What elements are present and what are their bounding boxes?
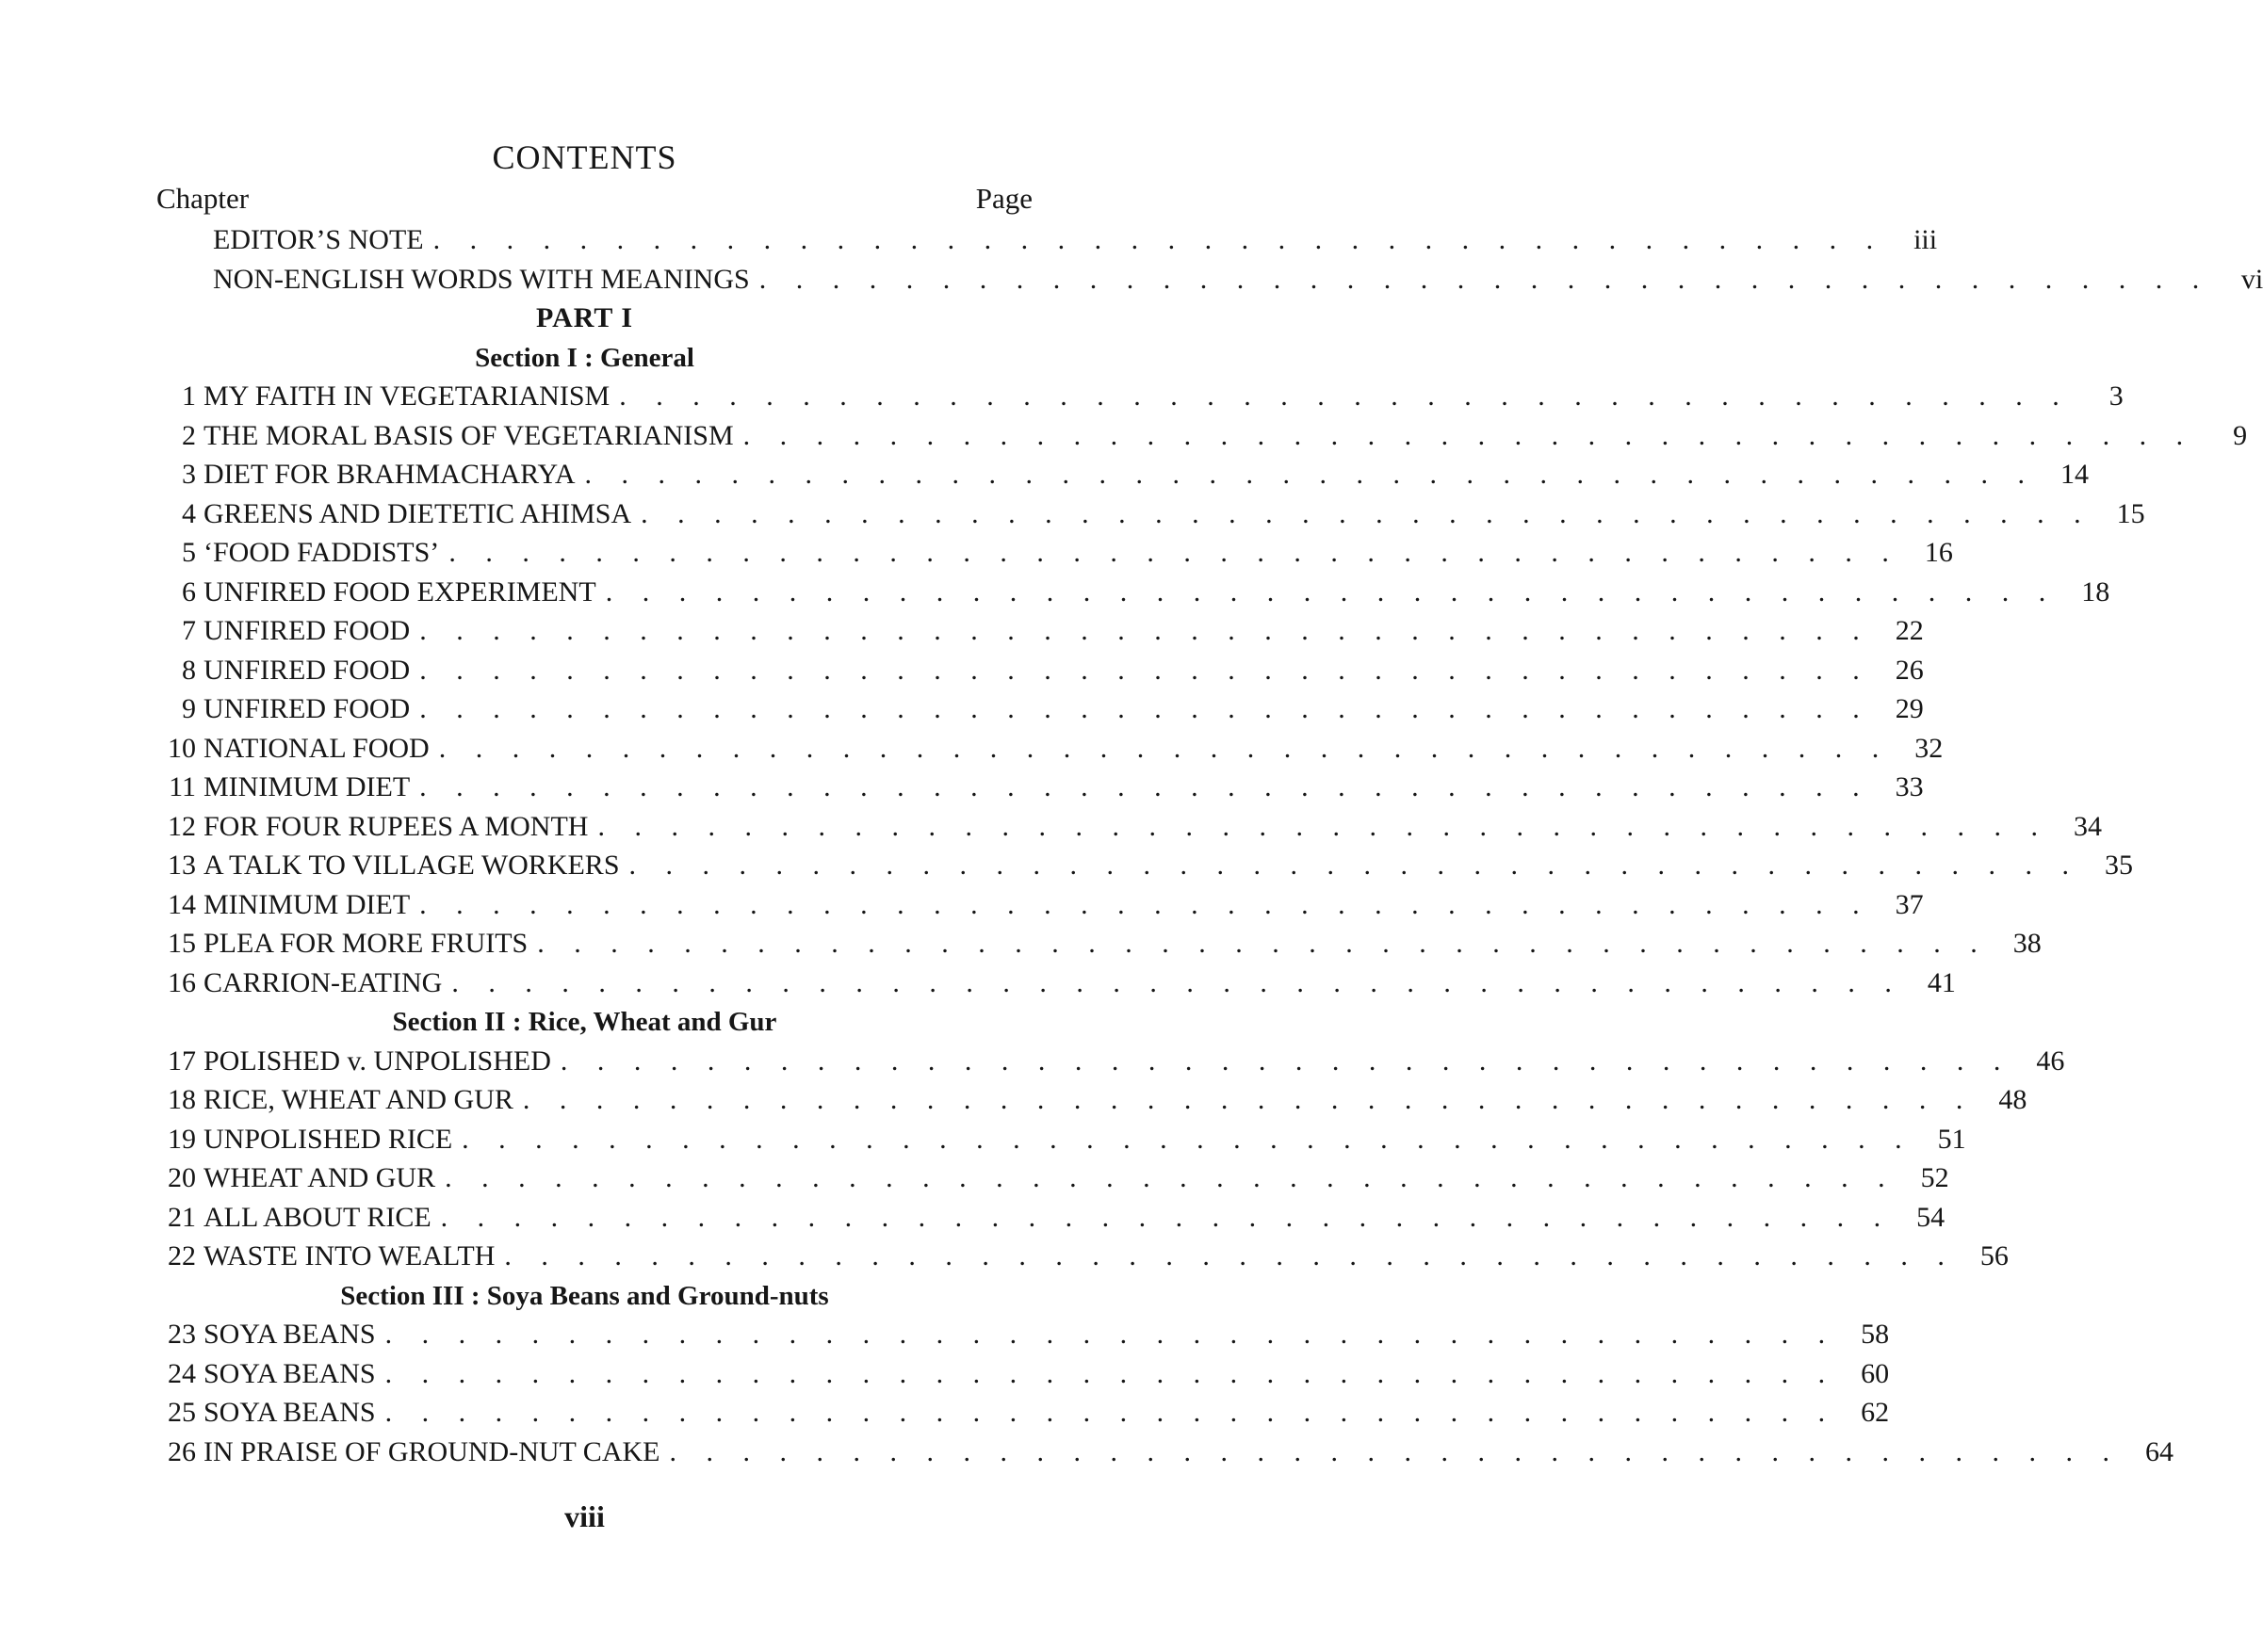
toc-entry [151,690,1924,728]
dot-leader: . . . . . . . . . . . . . . . . . . . . . . . . . . . . . . . . . . . . . . . . [504,1240,1956,1271]
page-title: CONTENTS [492,138,677,176]
page-number: 29 [1895,693,1924,724]
chapter-title: GREENS AND DIETETIC AHIMSA [204,497,632,529]
toc-entry [151,1394,1890,1432]
chapter-title: PLEA FOR MORE FRUITS [204,928,529,959]
chapter-title: SOYA BEANS [204,1357,376,1389]
chapter-title: WHEAT AND GUR [204,1162,436,1193]
page-number: 34 [2073,810,2102,842]
dot-leader: . . . . . . . . . . . . . . . . . . . . . . . . . . . . . . . . . . . . . . . . [440,1201,1893,1233]
page-number: 22 [1895,615,1924,646]
chapter-number: 1 [182,381,196,412]
chapter-number: 13 [168,850,196,881]
page-number: 46 [2036,1045,2065,1077]
page-number: 48 [1998,1084,2027,1115]
chapter-title: MY FAITH IN VEGETARIANISM [204,381,611,412]
chapter-number: 21 [168,1201,196,1233]
dot-leader: . . . . . . . . . . . . . . . . . . . . . . . . . . . . . . . . . . . . . . . . [384,1397,1837,1428]
dot-leader: . . . . . . . . . . . . . . . . . . . . . . . . . . . . . . . . . . . . . . . . [641,497,2092,529]
chapter-number: 17 [168,1045,196,1077]
chapter-title: POLISHED v. UNPOLISHED [204,1045,551,1077]
chapter-number: 9 [182,693,196,724]
chapter-title: UNFIRED FOOD [204,615,411,646]
page-number: 60 [1861,1357,1890,1389]
toc-entry [151,1316,1890,1353]
chapter-title: DIET FOR BRAHMACHARYA [204,459,576,490]
chapter-number: 26 [168,1435,196,1467]
toc-entry [151,964,1956,1002]
toc-entry [151,1355,1890,1393]
dot-leader: . . . . . . . . . . . . . . . . . . . . . . . . . . . . . . . . . . . . . . . . [597,810,2049,842]
page-number: 35 [2105,850,2134,881]
chapter-number: 8 [182,654,196,686]
chapter-title: UNPOLISHED RICE [204,1123,453,1155]
toc-entry [151,1238,2009,1275]
dot-leader: . . . . . . . . . . . . . . . . . . . . . . . . . . . . . . . . . . . . . . . . [419,693,1871,724]
chapter-title: EDITOR’S NOTE [213,224,424,255]
dot-leader: . . . . . . . . . . . . . . . . . . . . . . . . . . . . . . . . . . . . . . . . [560,1045,2012,1077]
chapter-number: 22 [168,1240,196,1271]
chapter-title: FOR FOUR RUPEES A MONTH [204,810,589,842]
page-number: 33 [1895,771,1924,802]
page-number: 52 [1920,1162,1949,1193]
dot-leader: . . . . . . . . . . . . . . . . . . . . . . . . . . . . . . . . . . . . . . . . [419,771,1871,802]
chapter-title: SOYA BEANS [204,1319,376,1350]
chapter-number: 12 [168,810,196,842]
chapter-number: 10 [168,732,196,764]
page-number: vi [2240,263,2263,295]
chapter-number: 23 [168,1319,196,1350]
page-number: 62 [1861,1397,1890,1428]
dot-leader: . . . . . . . . . . . . . . . . . . . . . . . . . . . . . . . . . . . . . . . . [669,1435,2121,1467]
dot-leader: . . . . . . . . . . . . . . . . . . . . . . . . . . . . . . . . . . . . . . . . [758,263,2211,295]
dot-leader: . . . . . . . . . . . . . . . . . . . . . . . . . . . . . . . . . . . . . . . . [584,459,2037,490]
dot-leader: . . . . . . . . . . . . . . . . . . . . . . . . . . . . . . . . . . . . . . . . [605,575,2058,607]
front-matter-entry [213,261,2263,299]
chapter-title: ‘FOOD FADDISTS’ [204,537,440,568]
chapter-title: A TALK TO VILLAGE WORKERS [204,850,620,881]
chapter-number: 4 [182,497,196,529]
section-heading: Section II : Rice, Wheat and Gur [392,1007,777,1037]
toc-entry [151,886,1924,924]
footer-page-number: viii [564,1499,605,1533]
dot-leader: . . . . . . . . . . . . . . . . . . . . . . . . . . . . . . . . . . . . . . . . [384,1319,1837,1350]
dot-leader: . . . . . . . . . . . . . . . . . . . . . . . . . . . . . . . . . . . . . . . . [742,419,2195,451]
page-number: 51 [1937,1123,1966,1155]
page-number: 58 [1861,1319,1890,1350]
dot-leader: . . . . . . . . . . . . . . . . . . . . . . . . . . . . . . . . . . . . . . . . [384,1357,1837,1389]
dot-leader: . . . . . . . . . . . . . . . . . . . . . . . . . . . . . . . . . . . . . . . . [419,615,1871,646]
chapter-title: ALL ABOUT RICE [204,1201,431,1233]
chapter-number: 3 [182,459,196,490]
page-number: 41 [1927,966,1956,998]
toc-entry [151,534,1953,572]
page-number: 15 [2116,497,2145,529]
chapter-column-header: Chapter [156,182,250,215]
chapter-number: 5 [182,537,196,568]
section-heading: Section I : General [475,342,694,373]
page-number: 14 [2060,459,2090,490]
dot-leader: . . . . . . . . . . . . . . . . . . . . . . . . . . . . . . . . . . . . . . . . [619,381,2071,412]
page-number: 32 [1914,732,1944,764]
chapter-title: RICE, WHEAT AND GUR [204,1084,513,1115]
chapter-title: CARRION-EATING [204,966,443,998]
page-number: 38 [2012,928,2042,959]
toc-entry [151,925,2042,963]
dot-leader: . . . . . . . . . . . . . . . . . . . . . . . . . . . . . . . . . . . . . . . . [537,928,1989,959]
toc-entry [151,1043,2065,1080]
toc-entry [151,417,2248,455]
toc-entry [151,847,2134,884]
page-column-header: Page [975,182,1033,215]
toc-entry [151,456,2090,494]
dot-leader: . . . . . . . . . . . . . . . . . . . . . . . . . . . . . . . . . . . . . . . . [445,1162,1897,1193]
chapter-title: NON-ENGLISH WORDS WITH MEANINGS [213,263,750,295]
page-number: 54 [1916,1201,1946,1233]
toc-entry [151,808,2102,846]
chapter-title: UNFIRED FOOD [204,654,411,686]
page-number: 26 [1895,654,1924,686]
toc-entry [151,574,2110,611]
toc-entry [151,1121,1966,1158]
chapter-number: 15 [168,928,196,959]
toc-entry [151,769,1924,806]
dot-leader: . . . . . . . . . . . . . . . . . . . . . . . . . . . . . . . . . . . . . . . . [432,224,1885,255]
chapter-number: 7 [182,615,196,646]
chapter-number: 24 [168,1357,196,1389]
toc-entry [151,1159,1949,1197]
front-matter-entry [213,221,1938,259]
chapter-title: WASTE INTO WEALTH [204,1240,496,1271]
chapter-number: 14 [168,888,196,920]
toc-entry [151,1433,2173,1471]
chapter-title: UNFIRED FOOD EXPERIMENT [204,575,596,607]
toc-entry [151,612,1924,650]
chapter-title: MINIMUM DIET [204,771,411,802]
part-heading: PART I [535,302,634,333]
page-number: 37 [1895,888,1924,920]
toc-entry [151,495,2145,533]
page-number: 9 [2233,419,2248,451]
chapter-title: MINIMUM DIET [204,888,411,920]
chapter-title: IN PRAISE OF GROUND-NUT CAKE [204,1435,660,1467]
page-number: 3 [2108,381,2124,412]
chapter-number: 2 [182,419,196,451]
toc-entry [151,378,2124,415]
chapter-title: UNFIRED FOOD [204,693,411,724]
dot-leader: . . . . . . . . . . . . . . . . . . . . . . . . . . . . . . . . . . . . . . . . [628,850,2081,881]
chapter-number: 6 [182,575,196,607]
chapter-number: 16 [168,966,196,998]
section-heading: Section III : Soya Beans and Ground-nuts [340,1280,829,1311]
page-number: 18 [2081,575,2110,607]
chapter-title: NATIONAL FOOD [204,732,430,764]
dot-leader: . . . . . . . . . . . . . . . . . . . . . . . . . . . . . . . . . . . . . . . . [451,966,1903,998]
chapter-title: THE MORAL BASIS OF VEGETARIANISM [204,419,734,451]
toc-entry [151,652,1924,689]
dot-leader: . . . . . . . . . . . . . . . . . . . . . . . . . . . . . . . . . . . . . . . . [522,1084,1975,1115]
page-number: 64 [2144,1435,2173,1467]
dot-leader: . . . . . . . . . . . . . . . . . . . . . . . . . . . . . . . . . . . . . . . . [419,888,1871,920]
dot-leader: . . . . . . . . . . . . . . . . . . . . . . . . . . . . . . . . . . . . . . . . [448,537,1900,568]
chapter-number: 18 [168,1084,196,1115]
page-number: 56 [1979,1240,2009,1271]
chapter-title: SOYA BEANS [204,1397,376,1428]
chapter-number: 25 [168,1397,196,1428]
toc-entry [151,1199,1946,1237]
page-number: iii [1913,224,1938,255]
chapter-number: 11 [169,771,196,802]
dot-leader: . . . . . . . . . . . . . . . . . . . . . . . . . . . . . . . . . . . . . . . . [462,1123,1913,1155]
page-number: 16 [1924,537,1953,568]
chapter-number: 20 [168,1162,196,1193]
toc-entry [151,1081,2027,1119]
chapter-number: 19 [168,1123,196,1155]
dot-leader: . . . . . . . . . . . . . . . . . . . . . . . . . . . . . . . . . . . . . . . . [438,732,1891,764]
toc-entry [151,730,1944,768]
dot-leader: . . . . . . . . . . . . . . . . . . . . . . . . . . . . . . . . . . . . . . . . [419,654,1871,686]
